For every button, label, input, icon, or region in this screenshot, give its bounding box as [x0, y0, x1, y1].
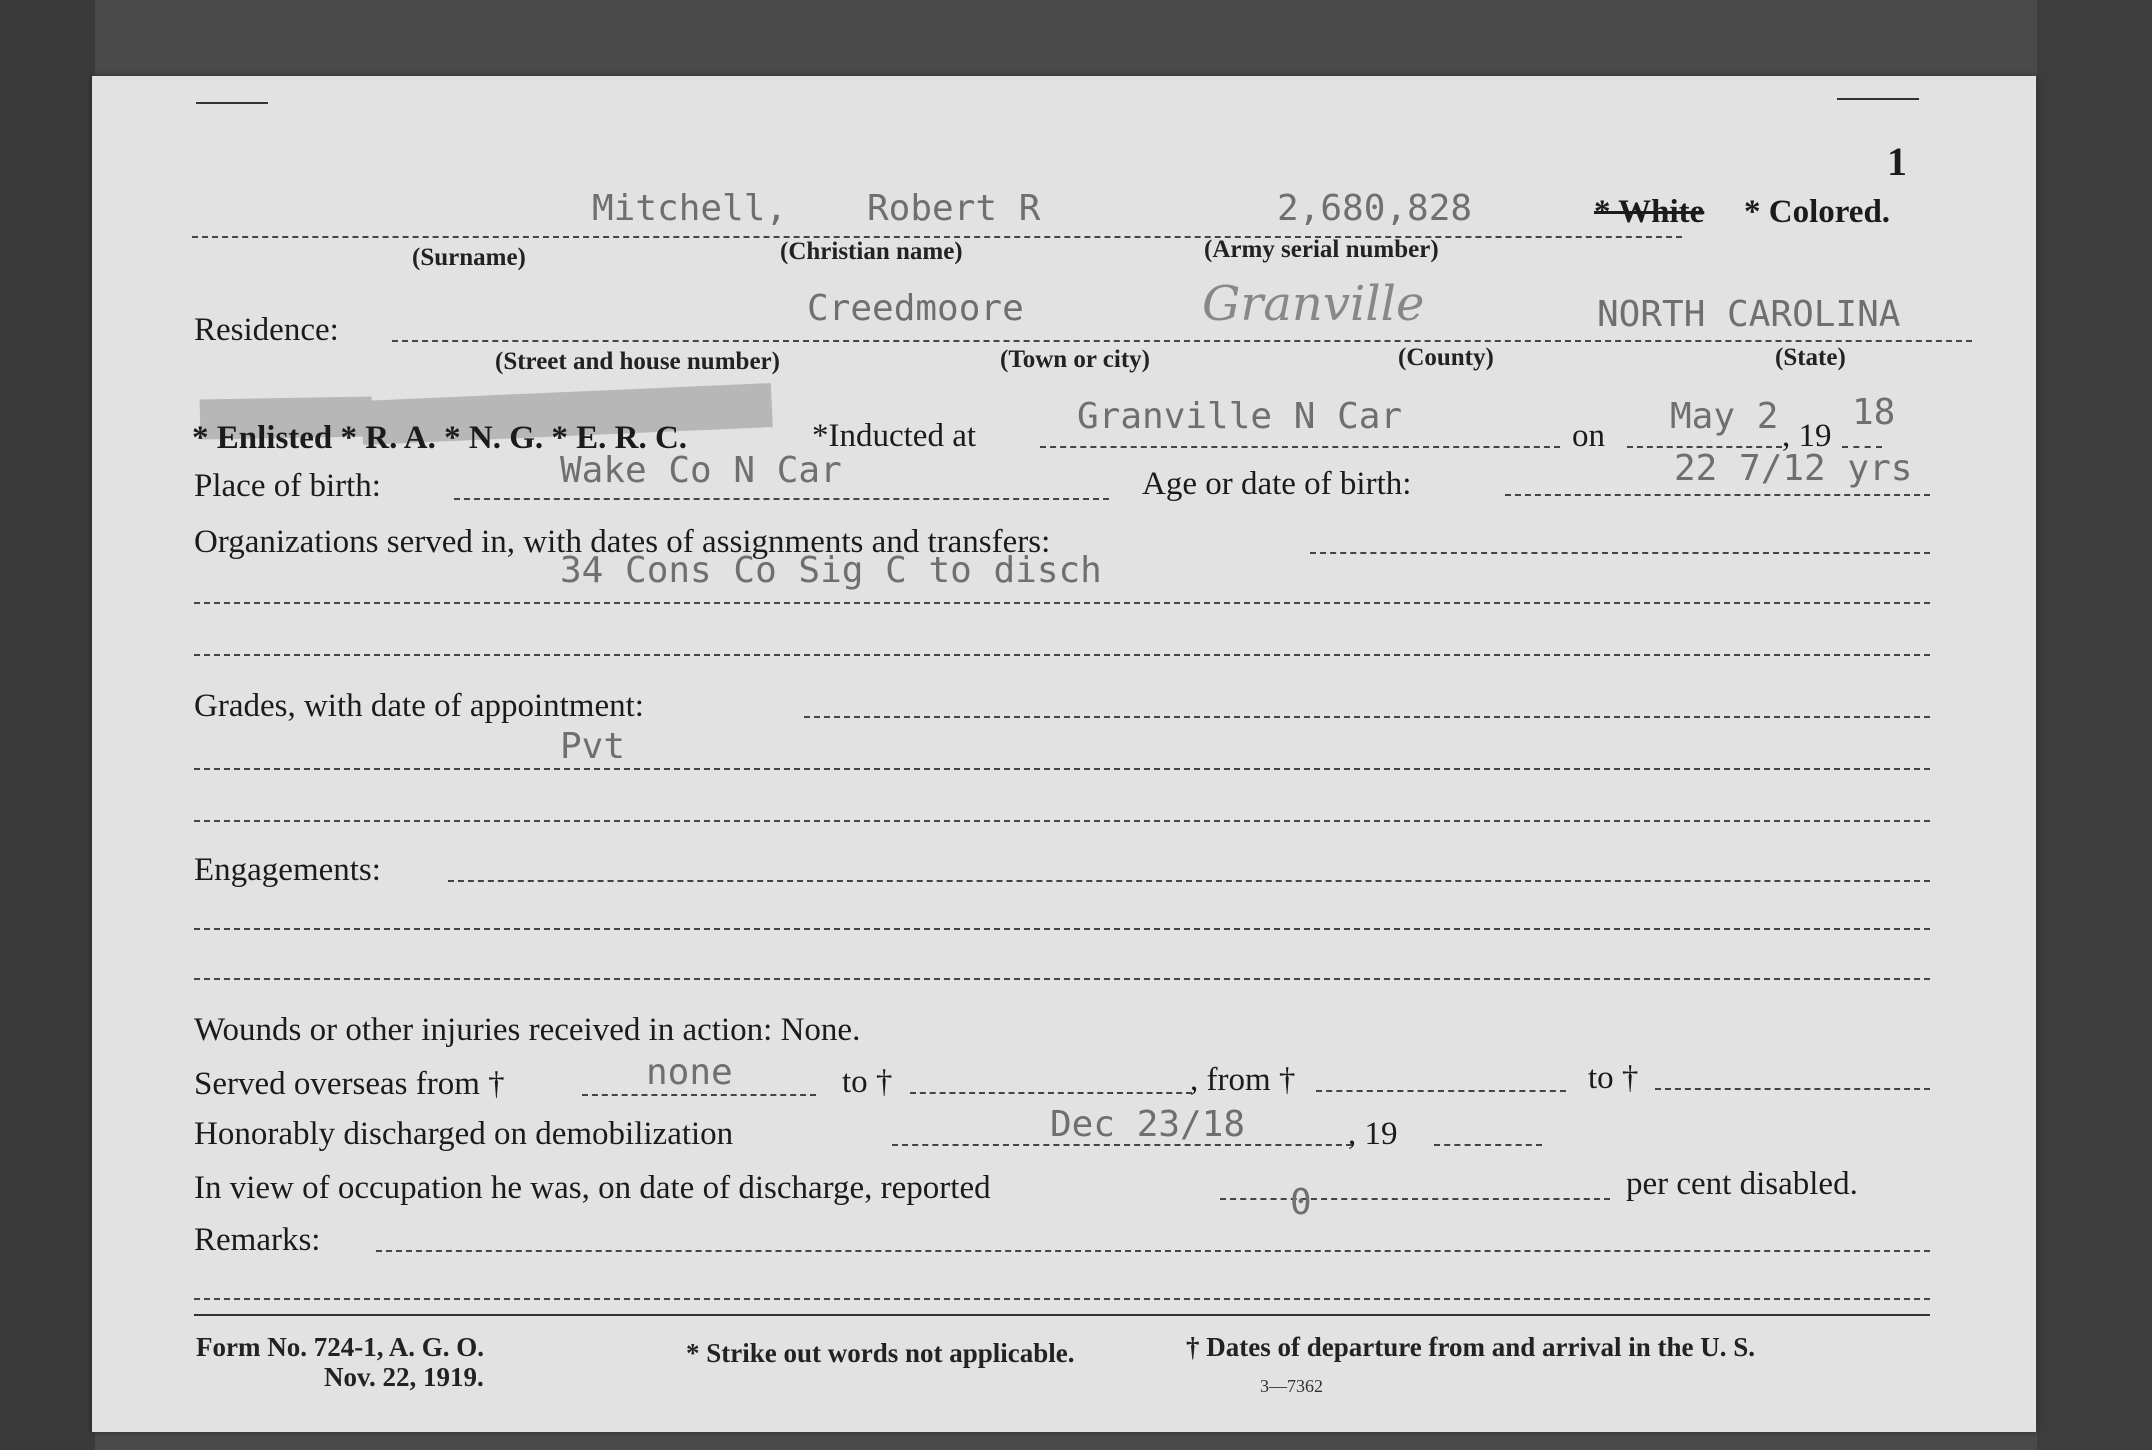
grades-line-2	[194, 768, 1930, 770]
scanner-backdrop-left	[0, 0, 95, 1450]
on-label: on	[1572, 418, 1605, 454]
year-prefix: , 19	[1782, 418, 1832, 454]
engagements-line-3	[194, 978, 1930, 980]
birth-place-label: Place of birth:	[194, 468, 381, 504]
inducted-place-value: Granville N Car	[1077, 396, 1403, 437]
age-value: 22 7/12 yrs	[1674, 448, 1913, 489]
disability-line	[1220, 1198, 1610, 1200]
overseas-from-value: none	[646, 1052, 733, 1093]
overseas-to-label: to †	[842, 1064, 893, 1100]
grades-line-1	[804, 716, 1930, 718]
birth-place-value: Wake Co N Car	[560, 450, 842, 491]
serial-value: 2,680,828	[1277, 188, 1473, 229]
inducted-year-value: 18	[1852, 392, 1896, 433]
organizations-line-3	[194, 654, 1930, 656]
organizations-value: 34 Cons Co Sig C to disch	[560, 550, 1102, 591]
surname-caption: (Surname)	[412, 244, 526, 271]
organizations-line-2	[194, 602, 1930, 604]
overseas-to-line	[910, 1092, 1192, 1094]
residence-state-value: NORTH CAROLINA	[1597, 294, 1901, 335]
age-line	[1505, 494, 1930, 496]
top-right-rule	[1837, 98, 1919, 100]
top-left-rule	[196, 102, 268, 104]
street-caption: (Street and house number)	[495, 348, 780, 375]
grades-label: Grades, with date of appointment:	[194, 688, 644, 724]
overseas-from-line	[582, 1094, 816, 1096]
overseas-to2-line	[1655, 1088, 1930, 1090]
residence-line	[392, 340, 1972, 342]
footer-rule	[194, 1314, 1930, 1316]
surname-value: Mitchell,	[592, 188, 788, 229]
county-caption: (County)	[1398, 344, 1494, 371]
inducted-date-value: May 2	[1670, 396, 1779, 437]
organizations-line-1	[1310, 552, 1930, 554]
overseas-from2-line	[1316, 1090, 1566, 1092]
serial-caption: (Army serial number)	[1204, 236, 1439, 263]
card-number: 1	[1887, 139, 1907, 184]
discharge-label: Honorably discharged on demobilization	[194, 1116, 734, 1152]
draft-record-card	[92, 76, 2036, 1432]
white-label-text: * White	[1594, 194, 1705, 230]
grades-line-3	[194, 820, 1930, 822]
colored-label: * Colored.	[1744, 194, 1891, 230]
discharge-date-value: Dec 23/18	[1050, 1104, 1246, 1145]
residence-town-value: Creedmoore	[807, 288, 1024, 329]
form-date: Nov. 22, 1919.	[324, 1362, 484, 1392]
strike-note: * Strike out words not applicable.	[686, 1338, 1075, 1368]
inducted-place-line	[1040, 446, 1560, 448]
wounds-label: Wounds or other injuries received in action: None.	[194, 1012, 861, 1048]
engagements-line-1	[448, 880, 1930, 882]
overseas-from2-label: , from †	[1190, 1062, 1296, 1098]
inducted-label: *Inducted at	[812, 418, 977, 454]
organizations-label: Organizations served in, with dates of assignments and transfers:	[194, 524, 1051, 560]
disability-label: In view of occupation he was, on date of discharge, reported	[194, 1170, 991, 1206]
engagements-line-2	[194, 928, 1930, 930]
christian-name-value: Robert R	[867, 188, 1041, 229]
overseas-label: Served overseas from †	[194, 1066, 505, 1102]
form-number: Form No. 724-1, A. G. O.	[196, 1332, 484, 1362]
town-caption: (Town or city)	[1000, 346, 1150, 373]
white-label	[1594, 194, 1704, 231]
state-caption: (State)	[1775, 344, 1846, 371]
age-label: Age or date of birth:	[1142, 466, 1412, 502]
disability-suffix: per cent disabled.	[1626, 1166, 1858, 1202]
disability-value: 0	[1290, 1182, 1312, 1223]
residence-county-value: Granville	[1202, 276, 1425, 332]
engagements-label: Engagements:	[194, 852, 381, 888]
enlisted-label: * Enlisted * R. A. * N. G. * E. R. C.	[192, 420, 688, 456]
christian-name-caption: (Christian name)	[780, 238, 963, 265]
discharge-year-line	[1434, 1144, 1542, 1146]
residence-label: Residence:	[194, 312, 339, 348]
remarks-label: Remarks:	[194, 1222, 321, 1258]
dates-note: † Dates of departure from and arrival in the U. S.	[1186, 1332, 1755, 1362]
overseas-to2-label: to †	[1588, 1060, 1639, 1096]
print-code: 3—7362	[1260, 1376, 1323, 1396]
birth-place-line	[454, 498, 1109, 500]
grades-value: Pvt	[560, 726, 626, 767]
scanner-backdrop-right	[2037, 0, 2152, 1450]
discharge-year-label: , 19	[1348, 1116, 1398, 1152]
remarks-line-1	[376, 1250, 1930, 1252]
remarks-line-2	[194, 1298, 1930, 1300]
